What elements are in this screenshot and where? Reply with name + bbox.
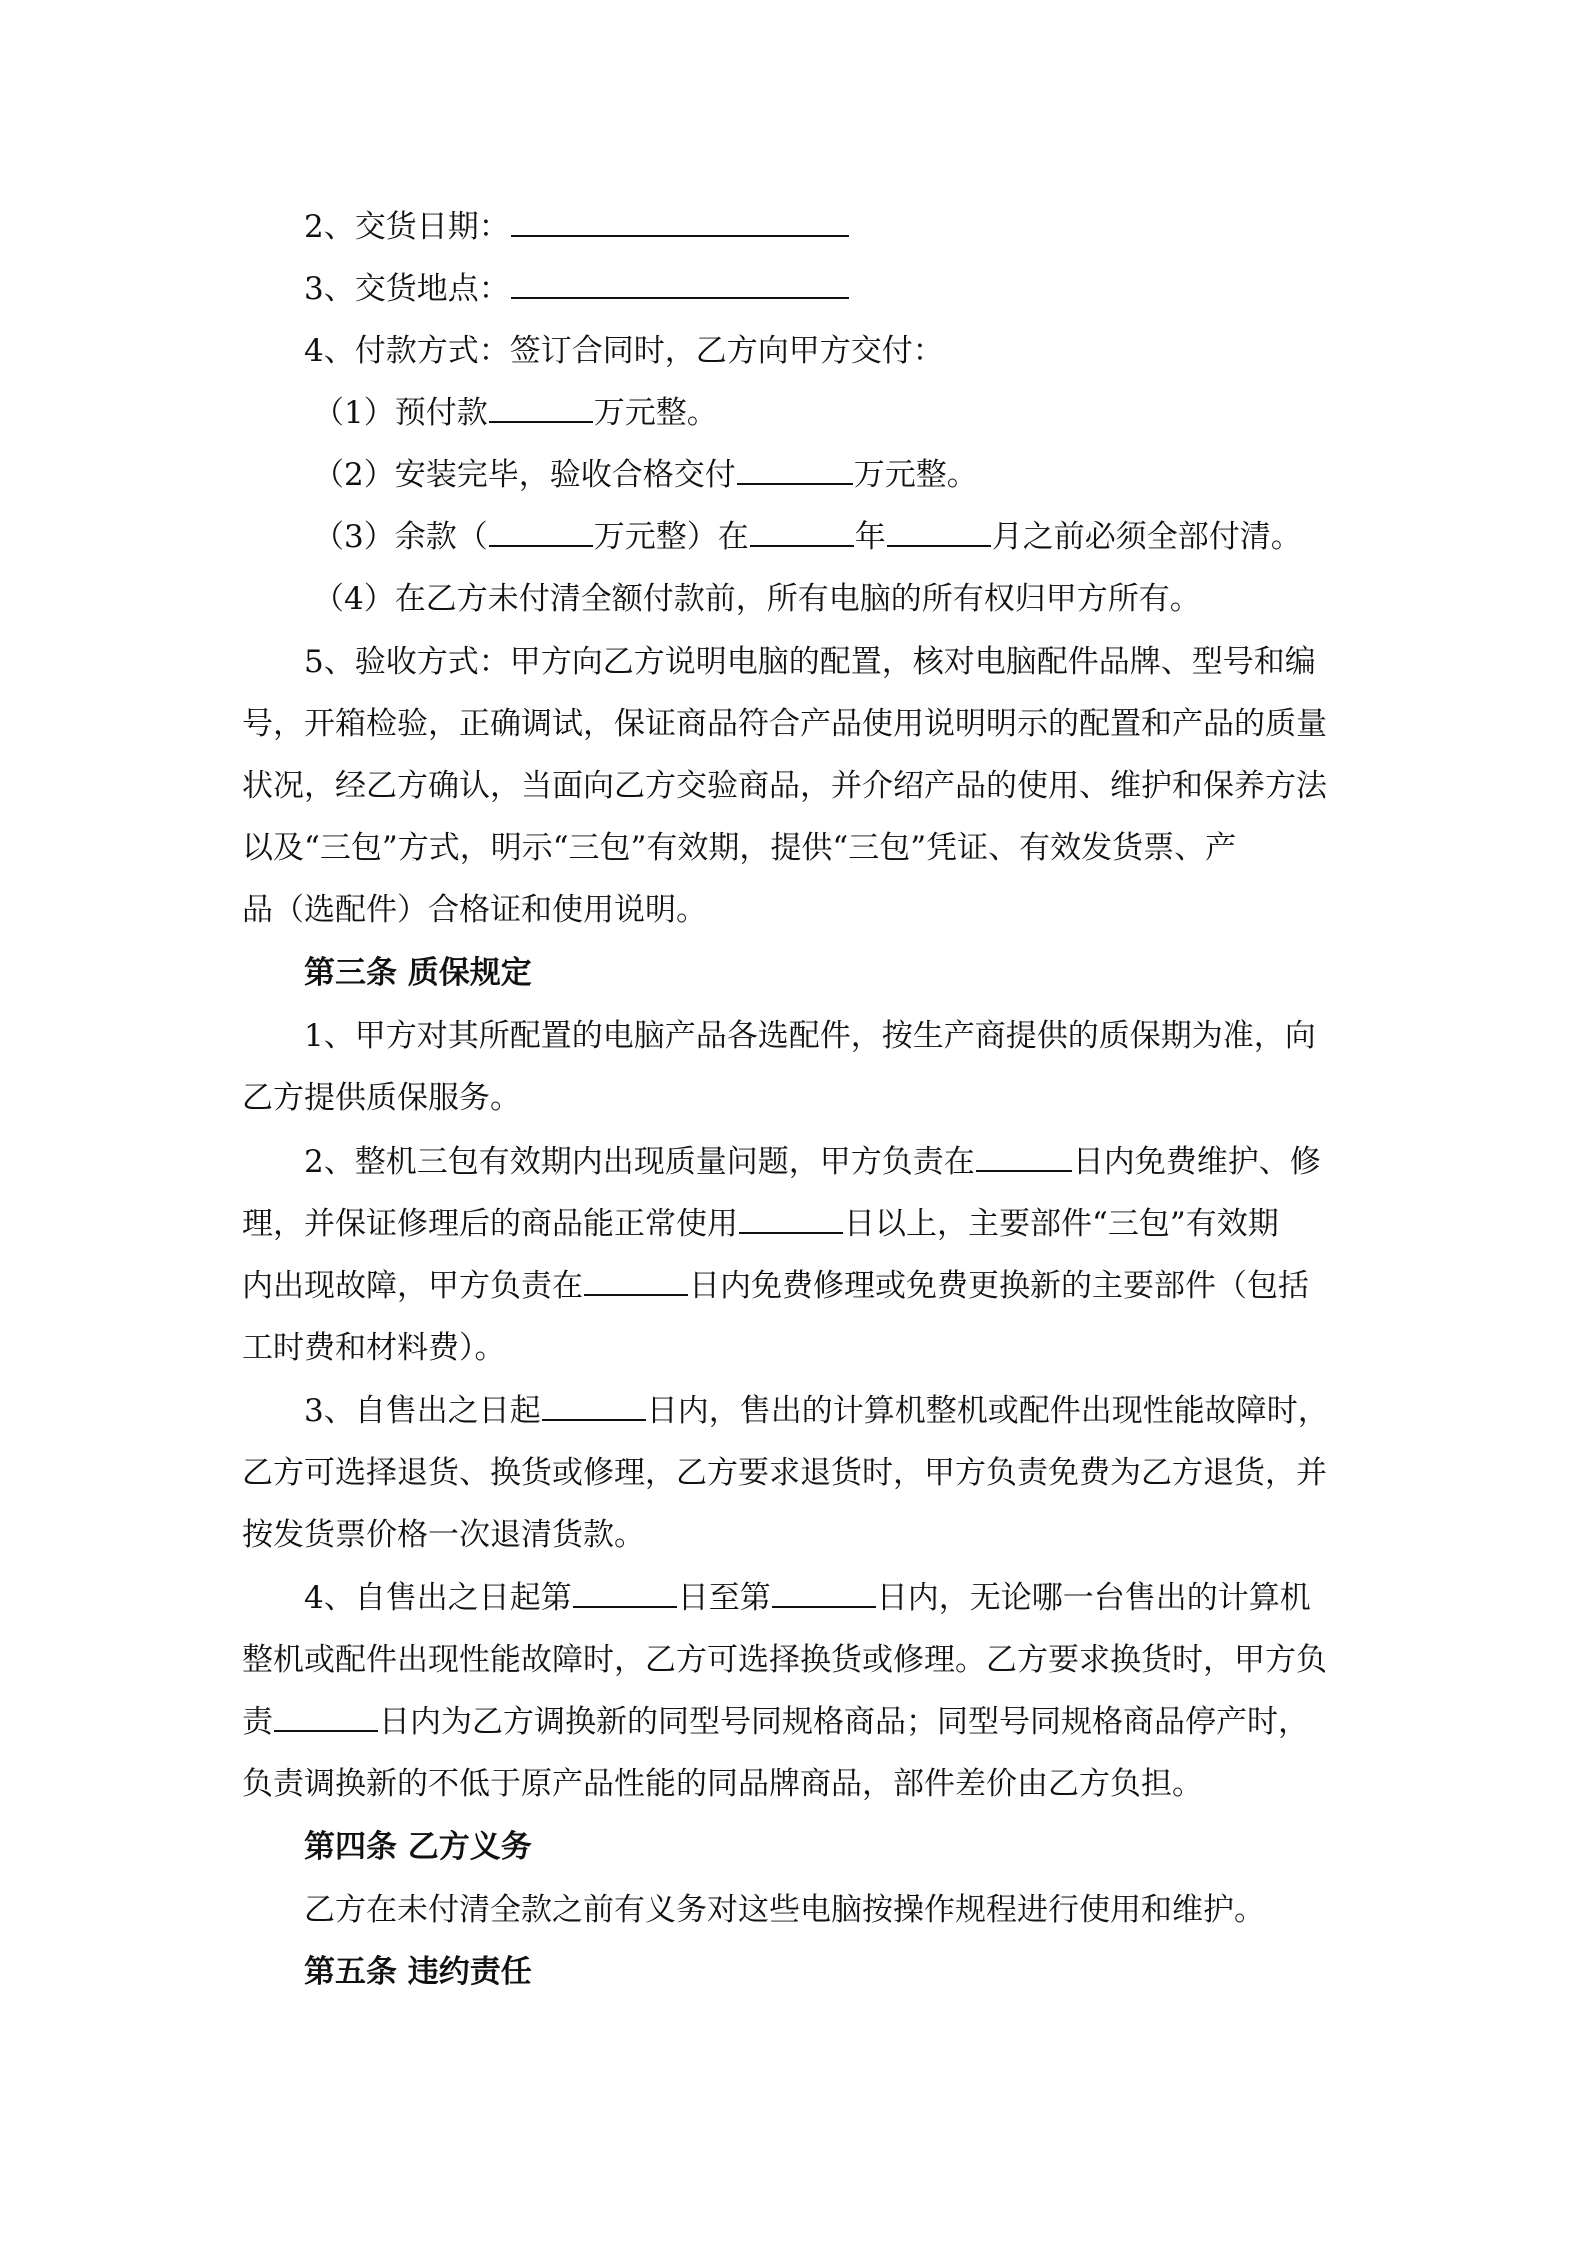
- warranty-item-2-text-3b: 日内免费修理或免费更换新的主要部件（包括: [689, 1268, 1309, 1304]
- warranty-item-3-text-1a: 3、自售出之日起: [304, 1393, 541, 1429]
- balance-payment-line: [313, 517, 1302, 557]
- warranty-item-4-line-1: [304, 1578, 1311, 1618]
- warranty-item-2-line-1: [304, 1142, 1321, 1182]
- balance-year-blank[interactable]: [750, 517, 854, 547]
- warranty-item-4-line-3: [242, 1702, 1309, 1742]
- prepayment-unit: 万元整。: [593, 395, 718, 431]
- delivery-place-line: [304, 269, 850, 309]
- inspection-line-5: [242, 890, 707, 930]
- warranty-item-2-line-3: [242, 1266, 1309, 1306]
- normal-use-days-blank[interactable]: [739, 1204, 843, 1234]
- warranty-item-4-line-2: [242, 1640, 1327, 1680]
- warranty-item-4-text-3b: 日内为乙方调换新的同型号同规格商品；同型号同规格商品停产时，: [379, 1704, 1309, 1740]
- warranty-item-4-text-4: 负责调换新的不低于原产品性能的同品牌商品，部件差价由乙方负担。: [242, 1766, 1203, 1802]
- inspection-line-3: [242, 766, 1327, 806]
- warranty-item-2-text-1b: 日内免费维护、修: [1072, 1144, 1321, 1180]
- warranty-item-3-line-2: [242, 1453, 1327, 1493]
- repair-days-blank[interactable]: [976, 1142, 1072, 1172]
- inspection-line-1: [304, 642, 1316, 682]
- warranty-item-3-text-3: 按发货票价格一次退清货款。: [242, 1517, 645, 1553]
- delivery-date-line: [304, 207, 850, 247]
- acceptance-payment-blank[interactable]: [737, 455, 853, 485]
- ownership-line: [313, 579, 1201, 619]
- inspection-line-4: [242, 828, 1236, 868]
- exchange-end-day-blank[interactable]: [772, 1578, 876, 1608]
- warranty-item-1-text-1: 1、甲方对其所配置的电脑产品各选配件，按生产商提供的质保期为准，向: [304, 1018, 1316, 1054]
- article-4-heading: [304, 1827, 532, 1867]
- warranty-item-2-line-4: [242, 1328, 506, 1368]
- warranty-item-4-text-1c: 日内，无论哪一台售出的计算机: [876, 1580, 1311, 1616]
- acceptance-payment-unit: 万元整。: [853, 457, 978, 493]
- warranty-item-2-text-3a: 内出现故障，甲方负责在: [242, 1268, 583, 1304]
- delivery-date-blank[interactable]: [511, 207, 849, 237]
- party-b-obligation-line: [304, 1890, 1265, 1930]
- inspection-text-4: 以及“三包”方式，明示“三包”有效期，提供“三包”凭证、有效发货票、产: [242, 830, 1237, 866]
- delivery-place-label: 3、交货地点：: [304, 271, 510, 307]
- inspection-text-3: 状况，经乙方确认，当面向乙方交验商品，并介绍产品的使用、维护和保养方法: [242, 768, 1327, 804]
- warranty-item-3-text-2: 乙方可选择退货、换货或修理，乙方要求退货时，甲方负责免费为乙方退货，并: [242, 1455, 1327, 1491]
- party-b-obligation-text: 乙方在未付清全款之前有义务对这些电脑按操作规程进行使用和维护。: [304, 1892, 1265, 1928]
- warranty-item-1-line-2: [242, 1078, 521, 1118]
- warranty-item-3-text-1b: 日内，售出的计算机整机或配件出现性能故障时，: [646, 1393, 1329, 1429]
- balance-year-text: 年: [854, 519, 886, 555]
- warranty-item-2-line-2: [242, 1204, 1279, 1244]
- article-5-heading: [304, 1952, 532, 1992]
- warranty-item-4-text-2: 整机或配件出现性能故障时，乙方可选择换货或修理。乙方要求换货时，甲方负: [242, 1642, 1327, 1678]
- inspection-text-2: 号，开箱检验，正确调试，保证商品符合产品使用说明明示的配置和产品的质量: [242, 706, 1327, 742]
- warranty-item-1-line-1: [304, 1016, 1316, 1056]
- warranty-item-2-text-2a: 理，并保证修理后的商品能正常使用: [242, 1206, 738, 1242]
- exchange-days-blank[interactable]: [274, 1702, 378, 1732]
- warranty-item-2-text-1a: 2、整机三包有效期内出现质量问题，甲方负责在: [304, 1144, 975, 1180]
- acceptance-payment-line: [313, 455, 978, 495]
- prepayment-line: [313, 393, 718, 433]
- warranty-item-1-text-2: 乙方提供质保服务。: [242, 1080, 521, 1116]
- inspection-text-5: 品（选配件）合格证和使用说明。: [242, 892, 707, 928]
- balance-label: （3）余款（: [313, 519, 488, 555]
- inspection-text-1: 5、验收方式：甲方向乙方说明电脑的配置，核对电脑配件品牌、型号和编: [304, 644, 1316, 680]
- article-3-heading: [304, 953, 532, 993]
- warranty-item-4-text-1a: 4、自售出之日起第: [304, 1580, 572, 1616]
- warranty-item-4-text-1b: 日至第: [677, 1580, 771, 1616]
- prepayment-amount-blank[interactable]: [489, 393, 593, 423]
- part-repair-days-blank[interactable]: [584, 1266, 688, 1296]
- warranty-item-4-text-3a: 责: [242, 1704, 273, 1740]
- payment-method-text: 4、付款方式：签订合同时，乙方向甲方交付：: [304, 333, 944, 369]
- warranty-item-3-line-1: [304, 1391, 1329, 1431]
- ownership-text: （4）在乙方未付清全额付款前，所有电脑的所有权归甲方所有。: [313, 581, 1201, 617]
- article-5-title: 第五条 违约责任: [304, 1954, 532, 1990]
- balance-unit: 万元整）在: [593, 519, 749, 555]
- payment-method-line: [304, 331, 944, 371]
- balance-month-blank[interactable]: [887, 517, 991, 547]
- inspection-line-2: [242, 704, 1327, 744]
- exchange-start-day-blank[interactable]: [573, 1578, 677, 1608]
- return-days-blank[interactable]: [542, 1391, 646, 1421]
- prepayment-label: （1）预付款: [313, 395, 488, 431]
- balance-deadline-text: 月之前必须全部付清。: [991, 519, 1302, 555]
- balance-amount-blank[interactable]: [489, 517, 593, 547]
- article-4-title: 第四条 乙方义务: [304, 1829, 532, 1865]
- delivery-date-label: 2、交货日期：: [304, 209, 510, 245]
- delivery-place-blank[interactable]: [511, 269, 849, 299]
- acceptance-payment-label: （2）安装完毕，验收合格交付: [313, 457, 736, 493]
- warranty-item-2-text-2b: 日以上，主要部件“三包”有效期: [844, 1206, 1279, 1242]
- warranty-item-3-line-3: [242, 1515, 645, 1555]
- article-3-title: 第三条 质保规定: [304, 955, 532, 991]
- warranty-item-4-line-4: [242, 1764, 1203, 1804]
- warranty-item-2-text-4: 工时费和材料费）。: [242, 1330, 506, 1366]
